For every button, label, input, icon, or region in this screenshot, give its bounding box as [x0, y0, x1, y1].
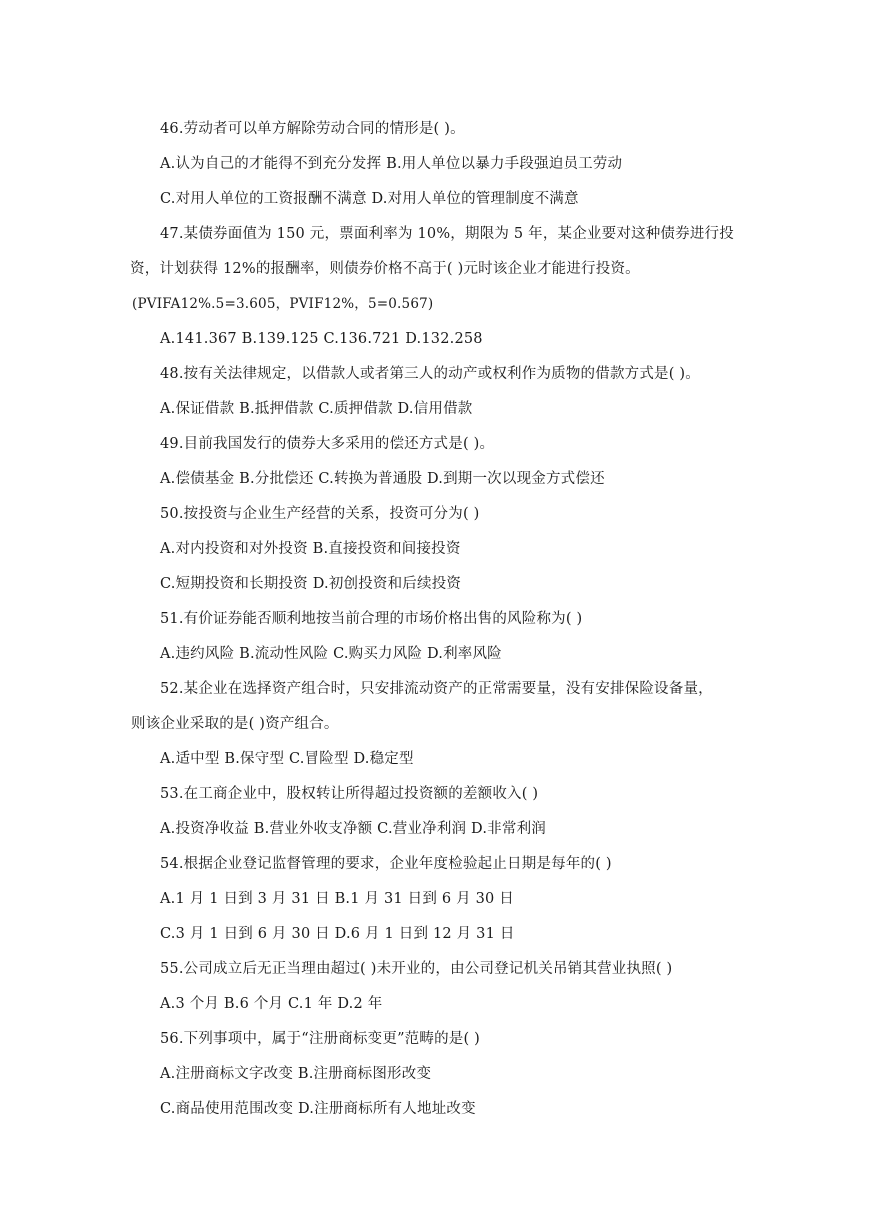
question-47: 47.某债券面值为 150 元，票面利率为 10%，期限为 5 年，某企业要对这种债券进行投 — [160, 226, 734, 242]
question-53: 53.在工商企业中，股权转让所得超过投资额的差额收入( ) — [160, 786, 539, 802]
question-47-formula: (PVIFA12%.5=3.605，PVIF12%，5=0.567) — [132, 296, 434, 312]
question-52-continued: 则该企业采取的是( )资产组合。 — [131, 716, 339, 732]
question-50: 50.按投资与企业生产经营的关系，投资可分为( ) — [160, 506, 480, 522]
question-54-options-cd: C.3 月 1 日到 6 月 30 日 D.6 月 1 日到 12 月 31 日 — [160, 926, 515, 942]
question-46-options-cd: C.对用人单位的工资报酬不满意 D.对用人单位的管理制度不满意 — [160, 191, 579, 207]
question-55-options: A.3 个月 B.6 个月 C.1 年 D.2 年 — [160, 996, 383, 1012]
question-50-options-cd: C.短期投资和长期投资 D.初创投资和后续投资 — [160, 576, 462, 592]
question-46-options-ab: A.认为自己的才能得不到充分发挥 B.用人单位以暴力手段强迫员工劳动 — [160, 156, 623, 172]
question-52: 52.某企业在选择资产组合时，只安排流动资产的正常需要量，没有安排保险设备量， — [160, 681, 713, 697]
question-55: 55.公司成立后无正当理由超过( )未开业的，由公司登记机关吊销其营业执照( ) — [160, 961, 673, 977]
question-54: 54.根据企业登记监督管理的要求，企业年度检验起止日期是每年的( ) — [160, 856, 612, 872]
question-46: 46.劳动者可以单方解除劳动合同的情形是( )。 — [160, 121, 465, 137]
question-47-continued: 资，计划获得 12%的报酬率，则债券价格不高于( )元时该企业才能进行投资。 — [130, 261, 640, 277]
question-49-options: A.偿债基金 B.分批偿还 C.转换为普通股 D.到期一次以现金方式偿还 — [160, 471, 605, 487]
question-51: 51.有价证券能否顺利地按当前合理的市场价格出售的风险称为( ) — [160, 611, 583, 627]
question-47-options: A.141.367 B.139.125 C.136.721 D.132.258 — [160, 331, 483, 347]
question-54-options-ab: A.1 月 1 日到 3 月 31 日 B.1 月 31 日到 6 月 30 日 — [160, 891, 514, 907]
question-56-options-ab: A.注册商标文字改变 B.注册商标图形改变 — [160, 1066, 432, 1082]
question-51-options: A.违约风险 B.流动性风险 C.购买力风险 D.利率风险 — [160, 646, 502, 662]
question-53-options: A.投资净收益 B.营业外收支净额 C.营业净利润 D.非常利润 — [160, 821, 546, 837]
question-48: 48.按有关法律规定，以借款人或者第三人的动产或权利作为质物的借款方式是( )。 — [160, 366, 700, 382]
question-50-options-ab: A.对内投资和对外投资 B.直接投资和间接投资 — [160, 541, 461, 557]
question-52-options: A.适中型 B.保守型 C.冒险型 D.稳定型 — [160, 751, 414, 767]
question-49: 49.目前我国发行的债券大多采用的偿还方式是( )。 — [160, 436, 495, 452]
question-56-options-cd: C.商品使用范围改变 D.注册商标所有人地址改变 — [160, 1101, 476, 1117]
question-56: 56.下列事项中，属于“注册商标变更”范畴的是( ) — [160, 1031, 481, 1047]
question-48-options: A.保证借款 B.抵押借款 C.质押借款 D.信用借款 — [160, 401, 473, 417]
